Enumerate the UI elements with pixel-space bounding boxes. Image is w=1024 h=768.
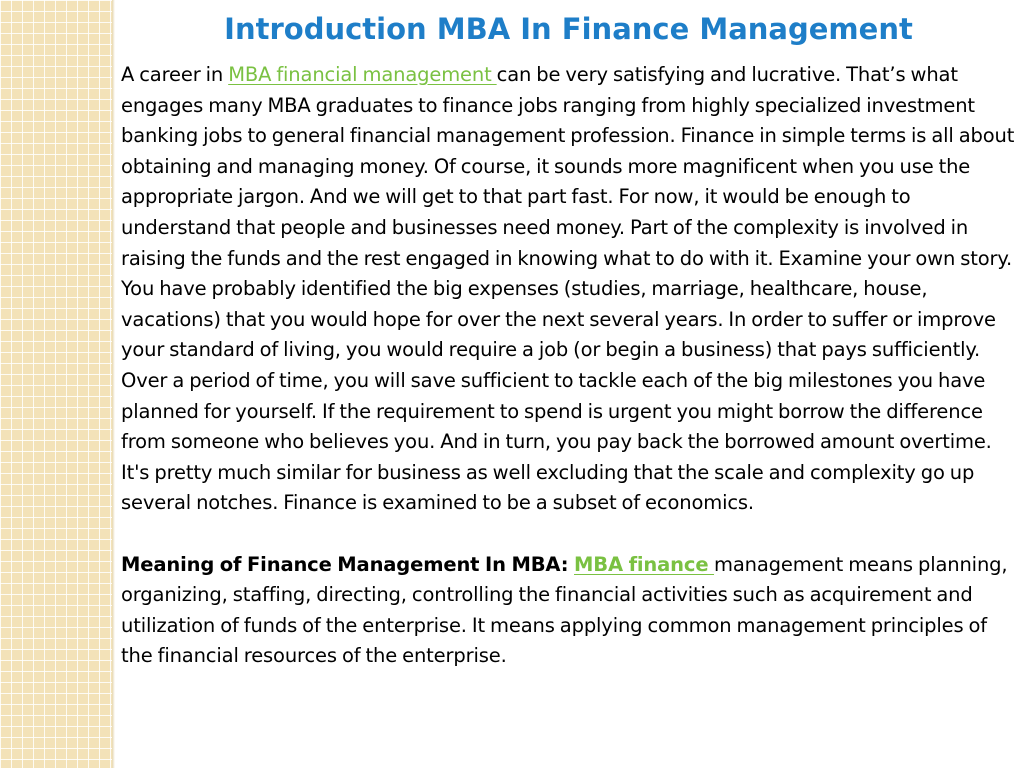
mba-financial-management-link[interactable]: MBA financial management [228, 63, 497, 86]
mba-finance-link[interactable]: MBA finance [574, 552, 715, 576]
slide-title: Introduction MBA In Finance Management [224, 12, 913, 46]
intro-text-start: A career in [121, 63, 229, 86]
intro-paragraph [121, 60, 1016, 519]
meaning-heading: Meaning of Finance Management In MBA: [121, 552, 575, 576]
intro-text-body: can be very satisfying and lucrative. That’s what engages many MBA graduates to finance jobs ranging from highly specialized investment banking jobs to general financial management profession. Finance in simple terms is all about obtaining and managing money. Of course, it sounds more magnificent when you use the appropriate jargon. And we will get to that part fast. For now, it would be enough to understand that people and businesses need money. Part of the complexity is involved in raising the funds and the rest engaged in knowing what to do with it. Examine your own story. You have probably identified the big expenses (studies, marriage, healthcare, house, vacations) that you would hope for over the next several years. In order to suffer or improve your standard of living, you would require a job (or begin a business) that pays sufficiently. Over a period of time, you will save sufficient to tackle each of the big milestones you have planned for yourself. If the requirement to spend is urgent you might borrow the difference from someone who believes you. And in turn, you pay back the borrowed amount overtime. It's pretty much similar for business as well excluding that the scale and complexity go up several notches. Finance is examined to be a subset of economics. [121, 63, 1015, 515]
meaning-paragraph [121, 550, 1016, 672]
meaning-text-body: management means planning, organizing, staffing, directing, controlling the financial activities such as acquirement and utilization of funds of the enterprise. It means applying common management principles of the financial resources of the enterprise. [121, 552, 1008, 668]
slide-content [121, 8, 1016, 672]
side-pattern-edge [112, 0, 115, 768]
decorative-side-pattern [0, 0, 112, 768]
